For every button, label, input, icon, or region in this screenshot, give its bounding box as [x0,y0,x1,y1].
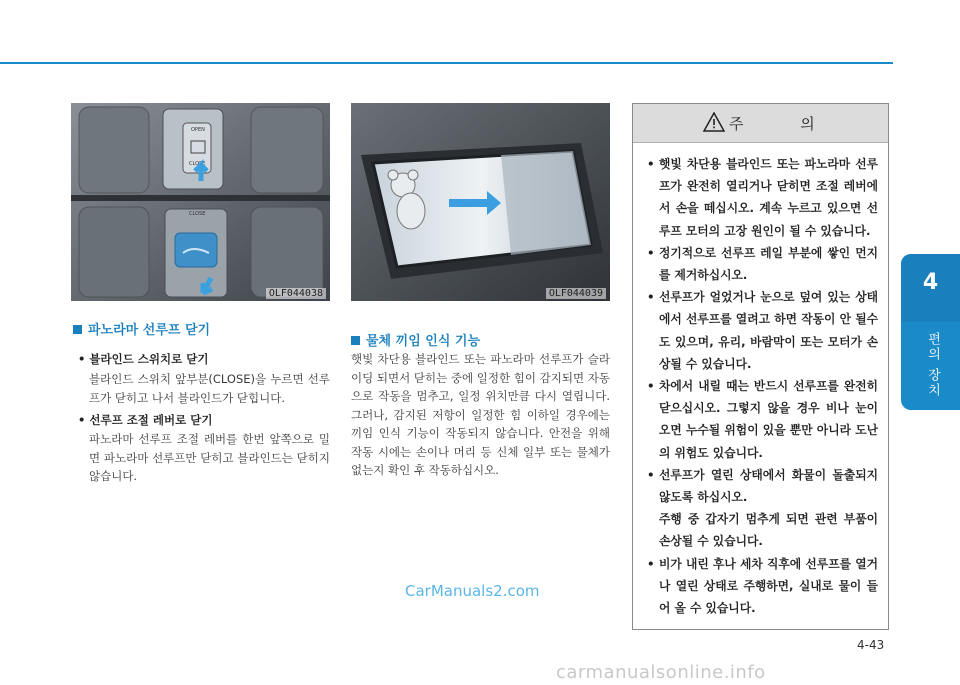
caution-item: • 선루프가 얼었거나 눈으로 덮여 있는 상태에서 선루프를 열려고 하면 작동이 안 될수도 있으며, 유리, 바람막이 또는 모터가 손상될 수 있습니다. [647,286,878,375]
figure-code: OLF044039 [546,288,606,299]
caution-list [633,143,888,619]
top-rule [0,62,893,64]
blind-switch-illustration [71,103,330,301]
switch-close-label: CLOSE [189,161,206,167]
square-bullet-icon [73,325,82,334]
chapter-title: 편의 장치 [925,332,940,399]
section-heading-anti-pinch: 물체 끼임 인식 기능 [351,330,480,349]
caution-title: 주 의 [729,115,841,133]
item-title-blind-switch: • 블라인드 스위치로 닫기 [78,352,209,366]
watermark-carmanualsonline: carmanualsonline.info [556,662,766,683]
sunroof-illustration [351,103,610,301]
caution-item: • 선루프가 열린 상태에서 화물이 돌출되지 않도록 하십시오. 주행 중 갑자기 멈추게 되면 관련 부품이 손상될 수 있습니다. [647,464,878,553]
item-text-lever: 파노라마 선루프 조절 레버를 한번 앞쪽으로 밀면 파노라마 선루프만 닫히고 블라인드는 닫히지 않습니다. [89,432,330,483]
square-bullet-icon [351,336,360,345]
page-number: 4-43 [857,638,885,652]
caution-box [632,103,889,630]
anti-pinch-text: 햇빛 차단용 블라인드 또는 파노라마 선루프가 슬라이딩 되면서 닫히는 중에 일정한 힘이 감지되면 자동으로 작동을 멈추고, 일정 위치만큼 다시 열립니다. 그러나, 감지된 저항이 일정한 힘 이하일 경우에는 끼임 인식 기능이 작동되지 않습니다. 안전을 위해 작동 시에는 손이나 머리 등 신체 일부 또는 물체가 없는지 확인 후 작동하십시오. [351,352,610,477]
caution-item: • 정기적으로 선루프 레일 부분에 쌓인 먼지를 제거하십시오. [647,242,878,286]
warning-triangle-icon [703,112,725,132]
switch-open-label: OPEN [191,127,205,133]
lever-close-label: CLOSE [189,211,206,217]
caution-item: • 차에서 내릴 때는 반드시 선루프를 완전히 닫으십시오. 그렇지 않을 경우 비나 눈이 오면 누수될 위험이 있을 뿐만 아니라 도난의 위험도 있습니다. [647,375,878,464]
figure-sunroof-obstruction [351,103,610,301]
caution-item: • 비가 내린 후나 세차 직후에 선루프를 열거나 열린 상태로 주행하면, 실내로 물이 들어 올 수 있습니다. [647,553,878,620]
chapter-number: 4 [922,270,939,295]
figure-code: OLF044038 [266,288,326,299]
figure-blind-switch [71,103,330,301]
caution-header [633,104,888,143]
watermark-carmanuals2: CarManuals2.com [405,582,540,600]
caution-item: • 햇빛 차단용 블라인드 또는 파노라마 선루프가 완전히 열리거나 닫히면 조절 레버에서 손을 떼십시오. 계속 누르고 있으면 선루프 모터의 고장 원인이 될 수 있습니다. [647,153,878,242]
item-title-lever: • 선루프 조절 레버로 닫기 [78,413,213,427]
section-heading-close-sunroof: 파노라마 선루프 닫기 [73,319,210,338]
toy-bear-body [397,193,425,229]
item-text-blind-switch: 블라인드 스위치 앞부분(CLOSE)을 누르면 선루프가 닫히고 나서 블라인드가 닫힙니다. [89,372,330,405]
caution-item-extra: 주행 중 갑자기 멈추게 되면 관련 부품이 손상될 수 있습니다. [659,512,878,549]
